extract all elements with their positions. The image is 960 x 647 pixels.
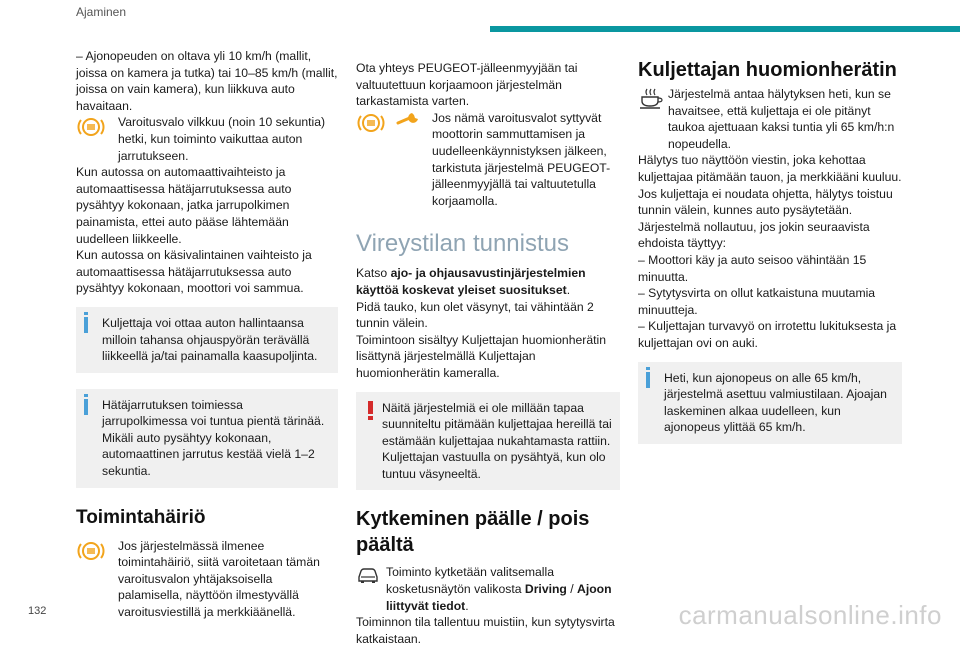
info-text: Kuljettaja voi ottaa auton hallintaansa milloin tahansa ohjauspyörän terävällä liikkeellä ja/tai painamalla kaasupoljinta.: [102, 315, 318, 364]
car-paragraph: [356, 564, 620, 614]
section-heading: Vireystilan tunnistus: [356, 230, 569, 258]
paragraph: Jos kuljettaja ei noudata ohjetta, hälytys toistuu tunnin välein, kunnes auto pysäytetään.: [638, 186, 893, 218]
info-icon: [84, 399, 88, 415]
info-box: [76, 307, 338, 373]
warning-box: [356, 392, 620, 491]
paragraph: Kun autossa on automaattivaihteisto ja automaattisessa hätäjarrutuksessa auto pysähtyy kokonaan, jatka jarrupolkimen painamista, ettei auto pääse lähtemään uudelleen liikkeelle.: [76, 165, 292, 246]
lamp-paragraph: [76, 538, 338, 621]
info-box: [638, 362, 902, 444]
reference-link: ajo- ja ohjausavustinjärjestelmien käyttöä koskevat yleiset suositukset: [356, 266, 586, 297]
coffee-paragraph: [638, 86, 902, 152]
section-heading: Kytkeminen päälle / pois päältä: [356, 508, 590, 557]
paragraph: [356, 265, 620, 298]
paragraph: Hälytys tuo näyttöön viestin, joka kehottaa kuljettajaa pitämään tauon, ja merkkiääni kuuluu.: [638, 153, 902, 184]
header-accent-bar: [490, 26, 960, 32]
coffee-cup-icon: [638, 87, 664, 111]
paragraph: Järjestelmä nollautuu, jos jokin seuraavista ehdoista täyttyy:: [638, 219, 870, 251]
paragraph: Toimintoon sisältyy Kuljettajan huomionherätin lisättynä järjestelmällä Kuljettajan huomionherätin kameralla.: [356, 332, 606, 380]
text: .: [566, 282, 571, 297]
lamp-text: Varoitusvalo vilkkuu (noin 10 sekuntia) hetki, kun toiminto vaikuttaa auton jarrutukseen.: [118, 115, 326, 163]
info-text: Heti, kun ajonopeus on alle 65 km/h, järjestelmä asettuu valmiustilaan. Ajoajan laskeminen alkaa uudelleen, kun ajonopeus ylittää 65 km/h.: [664, 370, 887, 435]
section-heading: Kuljettajan huomionherätin: [638, 59, 897, 81]
page-number: 132: [28, 605, 47, 617]
lamp-paragraph: [76, 114, 338, 164]
list-item: – Moottori käy ja auto seisoo vähintään 15 minuutta.: [638, 252, 867, 284]
column-3: [638, 58, 902, 444]
coffee-text: Järjestelmä antaa hälytyksen heti, kun se havaitsee, että kuljettaja ei ole pitänyt taukoa ajettuaan kaksi tuntia yli 65 km/h:n nopeudella.: [668, 87, 895, 151]
info-icon: [646, 372, 650, 388]
text: /: [566, 582, 578, 597]
brake-warning-lamp-icon: [76, 115, 106, 139]
paragraph: Kun autossa on käsivalintainen vaihteisto ja automaattisessa hätäjarrutuksessa auto pysähtyy kokonaan, moottori voi sammua.: [76, 248, 312, 296]
list-item: – Sytytysvirta on ollut katkaistuna muutamia minuutteja.: [638, 286, 876, 317]
section-heading: Toimintahäiriö: [76, 506, 206, 528]
menu-path: Driving: [524, 582, 567, 597]
column-1: [76, 48, 338, 621]
warning-exclamation-icon: [368, 401, 373, 414]
warning-text: Näitä järjestelmiä ei ole millään tapaa suunniteltu pitämään kuljettajaa hereillä tai estämään kuljettajaa nukahtamasta rattiin. Kuljettajan vastuulla on pysähtyä, kun olo tuntuu väsyneeltä.: [382, 400, 612, 481]
watermark: carmanualsonline.info: [678, 600, 942, 630]
brake-warning-lamp-icon: [76, 539, 106, 563]
car-icon: [356, 565, 380, 585]
running-header: Ajaminen: [76, 5, 127, 19]
text: .: [465, 598, 469, 613]
brake-warning-lamp-icon: [356, 111, 386, 135]
text: Toiminto kytketään valitsemalla kosketusnäytön valikosta: [386, 565, 554, 597]
column-2: [356, 60, 620, 647]
lamp-paragraph: [356, 110, 620, 210]
menu-path: Ajoon liittyvät tiedot: [386, 582, 612, 613]
info-icon: [84, 317, 88, 333]
wrench-service-icon: [396, 111, 422, 129]
paragraph: Pidä tauko, kun olet väsynyt, tai vähintään 2 tunnin välein.: [356, 299, 594, 331]
info-text: Hätäjarrutuksen toimiessa jarrupolkimessa voi tuntua pientä tärinää. Mikäli auto pysähtyy kokonaan, automaattinen jarrutus kestää vielä 1–2 sekuntia.: [102, 397, 325, 479]
paragraph: – Ajonopeuden on oltava yli 10 km/h (mallit, joissa on kamera ja tutka) tai 10–85 km/h (mallit, joissa on vain kamera), kun liikkuva auto havaitaan.: [76, 49, 338, 113]
lamp-text: Jos nämä varoitusvalot syttyvät moottorin sammuttamisen ja uudelleenkäynnistyksen jälkeen, tarkistuta järjestelmä PEUGEOT-jälleenmyyjällä tai valtuutetulla korjaamolla.: [432, 110, 611, 208]
paragraph: Toiminnon tila tallentuu muistiin, kun sytytysvirta katkaistaan.: [356, 615, 615, 646]
info-box: [76, 389, 338, 488]
text: Katso: [356, 266, 391, 281]
list-item: – Kuljettajan turvavyö on irrotettu lukituksesta ja kuljettajan ovi on auki.: [638, 319, 897, 350]
lamp-text: Jos järjestelmässä ilmenee toimintahäiriö, siitä varoitetaan tämän varoitusvalon yhtäjaksoisella palamisella, näyttöön ilmestyvällä varoitusviestillä ja merkkiäänellä.: [118, 538, 320, 620]
car-text: [356, 564, 620, 614]
paragraph: Ota yhteys PEUGEOT-jälleenmyyjään tai valtuutettuun korjaamoon järjestelmän tarkastamista varten.: [356, 61, 578, 109]
